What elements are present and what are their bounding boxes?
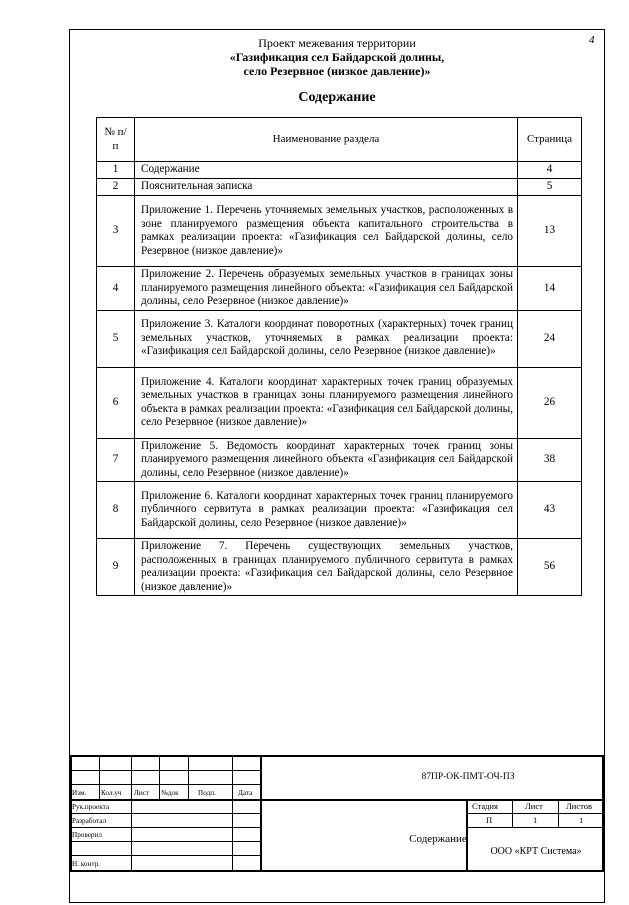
toc-row-page: 56 (518, 539, 582, 596)
toc-row-number: 1 (97, 162, 135, 179)
stamp-col-ndok: №док (161, 789, 179, 797)
stamp-role-prover: Проверил (72, 831, 102, 839)
sheet-title: Содержание (409, 833, 467, 845)
toc-body (97, 162, 582, 596)
sheets-label: Листов (566, 801, 592, 811)
toc-row-name: Приложение 1. Перечень уточняемых земельных участков, расположенных в зоне планируемого размещения объекта капитального строительства в рамках реализации проекта: «Газификация сел Байдарской долины, село Резервное (низкое давление)» (135, 196, 518, 267)
toc-row-number: 9 (97, 539, 135, 596)
toc-row (97, 162, 582, 179)
toc-row-page: 14 (518, 267, 582, 311)
toc-row-page: 5 (518, 179, 582, 196)
toc-row-name: Приложение 5. Ведомость координат характерных точек границ зоны планируемого размещения линейного объекта «Газификация сел Байдарской долины, село Резервное (низкое давление)» (135, 438, 518, 482)
toc-heading: Содержание (298, 90, 376, 105)
toc-row (97, 196, 582, 267)
toc-row (97, 367, 582, 438)
toc-row (97, 179, 582, 196)
toc-row (97, 482, 582, 539)
toc-row-page: 43 (518, 482, 582, 539)
toc-row-name: Приложение 2. Перечень образуемых земельных участков в границах зоны планируемого размещения линейного объекта: «Газификация сел Байдарской долины, село Резервное (низкое давление)» (135, 267, 518, 311)
toc-row-number: 6 (97, 367, 135, 438)
stamp-col-kol: Кол.уч (101, 789, 122, 797)
stamp-col-izm: Изм. (72, 789, 87, 797)
toc-row-number: 5 (97, 310, 135, 367)
toc-row-page: 26 (518, 367, 582, 438)
document-code: 87ПР-ОК-ПМТ-ОЧ-ПЗ (421, 772, 515, 782)
title-line-3: село Резервное (низкое давление)» (243, 64, 431, 78)
toc-table (96, 117, 582, 596)
toc-row-name: Содержание (135, 162, 518, 179)
title-stamp (70, 755, 604, 872)
toc-row-page: 38 (518, 438, 582, 482)
title-line-1: Проект межевания территории (258, 36, 416, 50)
toc-row (97, 310, 582, 367)
page-number: 4 (589, 34, 595, 46)
toc-row-number: 3 (97, 196, 135, 267)
toc-row-number: 7 (97, 438, 135, 482)
stamp-role-nkontr: Н. контр. (72, 860, 100, 868)
stamp-role-razrab: Разработал (72, 817, 107, 825)
toc-row (97, 438, 582, 482)
col-name-header: Наименование раздела (135, 118, 518, 162)
stamp-role-ruk: Рук.проекта (72, 803, 110, 811)
organization-name: ООО «КРТ Система» (490, 846, 582, 857)
col-num-header: № п/п (97, 118, 135, 162)
toc-row-name: Пояснительная записка (135, 179, 518, 196)
stamp-col-podp: Подп. (198, 789, 216, 797)
stamp-col-list: Лист (134, 789, 150, 797)
toc-row-page: 24 (518, 310, 582, 367)
stage-value: П (486, 815, 493, 825)
col-page-header: Страница (518, 118, 582, 162)
sheet-label: Лист (525, 801, 543, 811)
toc-row-name: Приложение 7. Перечень существующих земельных участков, расположенных в границах планируемого публичного сервитута в рамках реализации проекта: «Газификация сел Байдарской долины, село Резервное (низкое давление)» (135, 539, 518, 596)
toc-row-name: Приложение 3. Каталоги координат поворотных (характерных) точек границ земельных участков, уточняемых в рамках реализации проекта: «Газификация сел Байдарской долины, село Резервное (низкое давление)» (135, 310, 518, 367)
document-title (69, 36, 605, 78)
toc-row (97, 267, 582, 311)
toc-row-page: 13 (518, 196, 582, 267)
toc-header-row (97, 118, 582, 162)
toc-row-number: 8 (97, 482, 135, 539)
toc-row-name: Приложение 6. Каталоги координат характерных точек границ планируемого публичного сервитута в рамках реализации проекта: «Газификация сел Байдарской долины, село Резервное (низкое давление)» (135, 482, 518, 539)
toc-row-number: 2 (97, 179, 135, 196)
toc-row (97, 539, 582, 596)
stamp-col-date: Дата (238, 789, 253, 797)
sheet-value: 1 (533, 815, 538, 825)
stage-label: Стадия (472, 801, 498, 811)
title-line-2: «Газификация сел Байдарской долины, (229, 50, 445, 64)
toc-row-number: 4 (97, 267, 135, 311)
sheets-value: 1 (579, 815, 584, 825)
toc-row-page: 4 (518, 162, 582, 179)
toc-row-name: Приложение 4. Каталоги координат характерных точек границ образуемых земельных участков в границах зоны планируемого размещения линейного объекта в рамках реализации проекта: «Газификация сел Байдарской долины, село Резервное (низкое давление)» (135, 367, 518, 438)
